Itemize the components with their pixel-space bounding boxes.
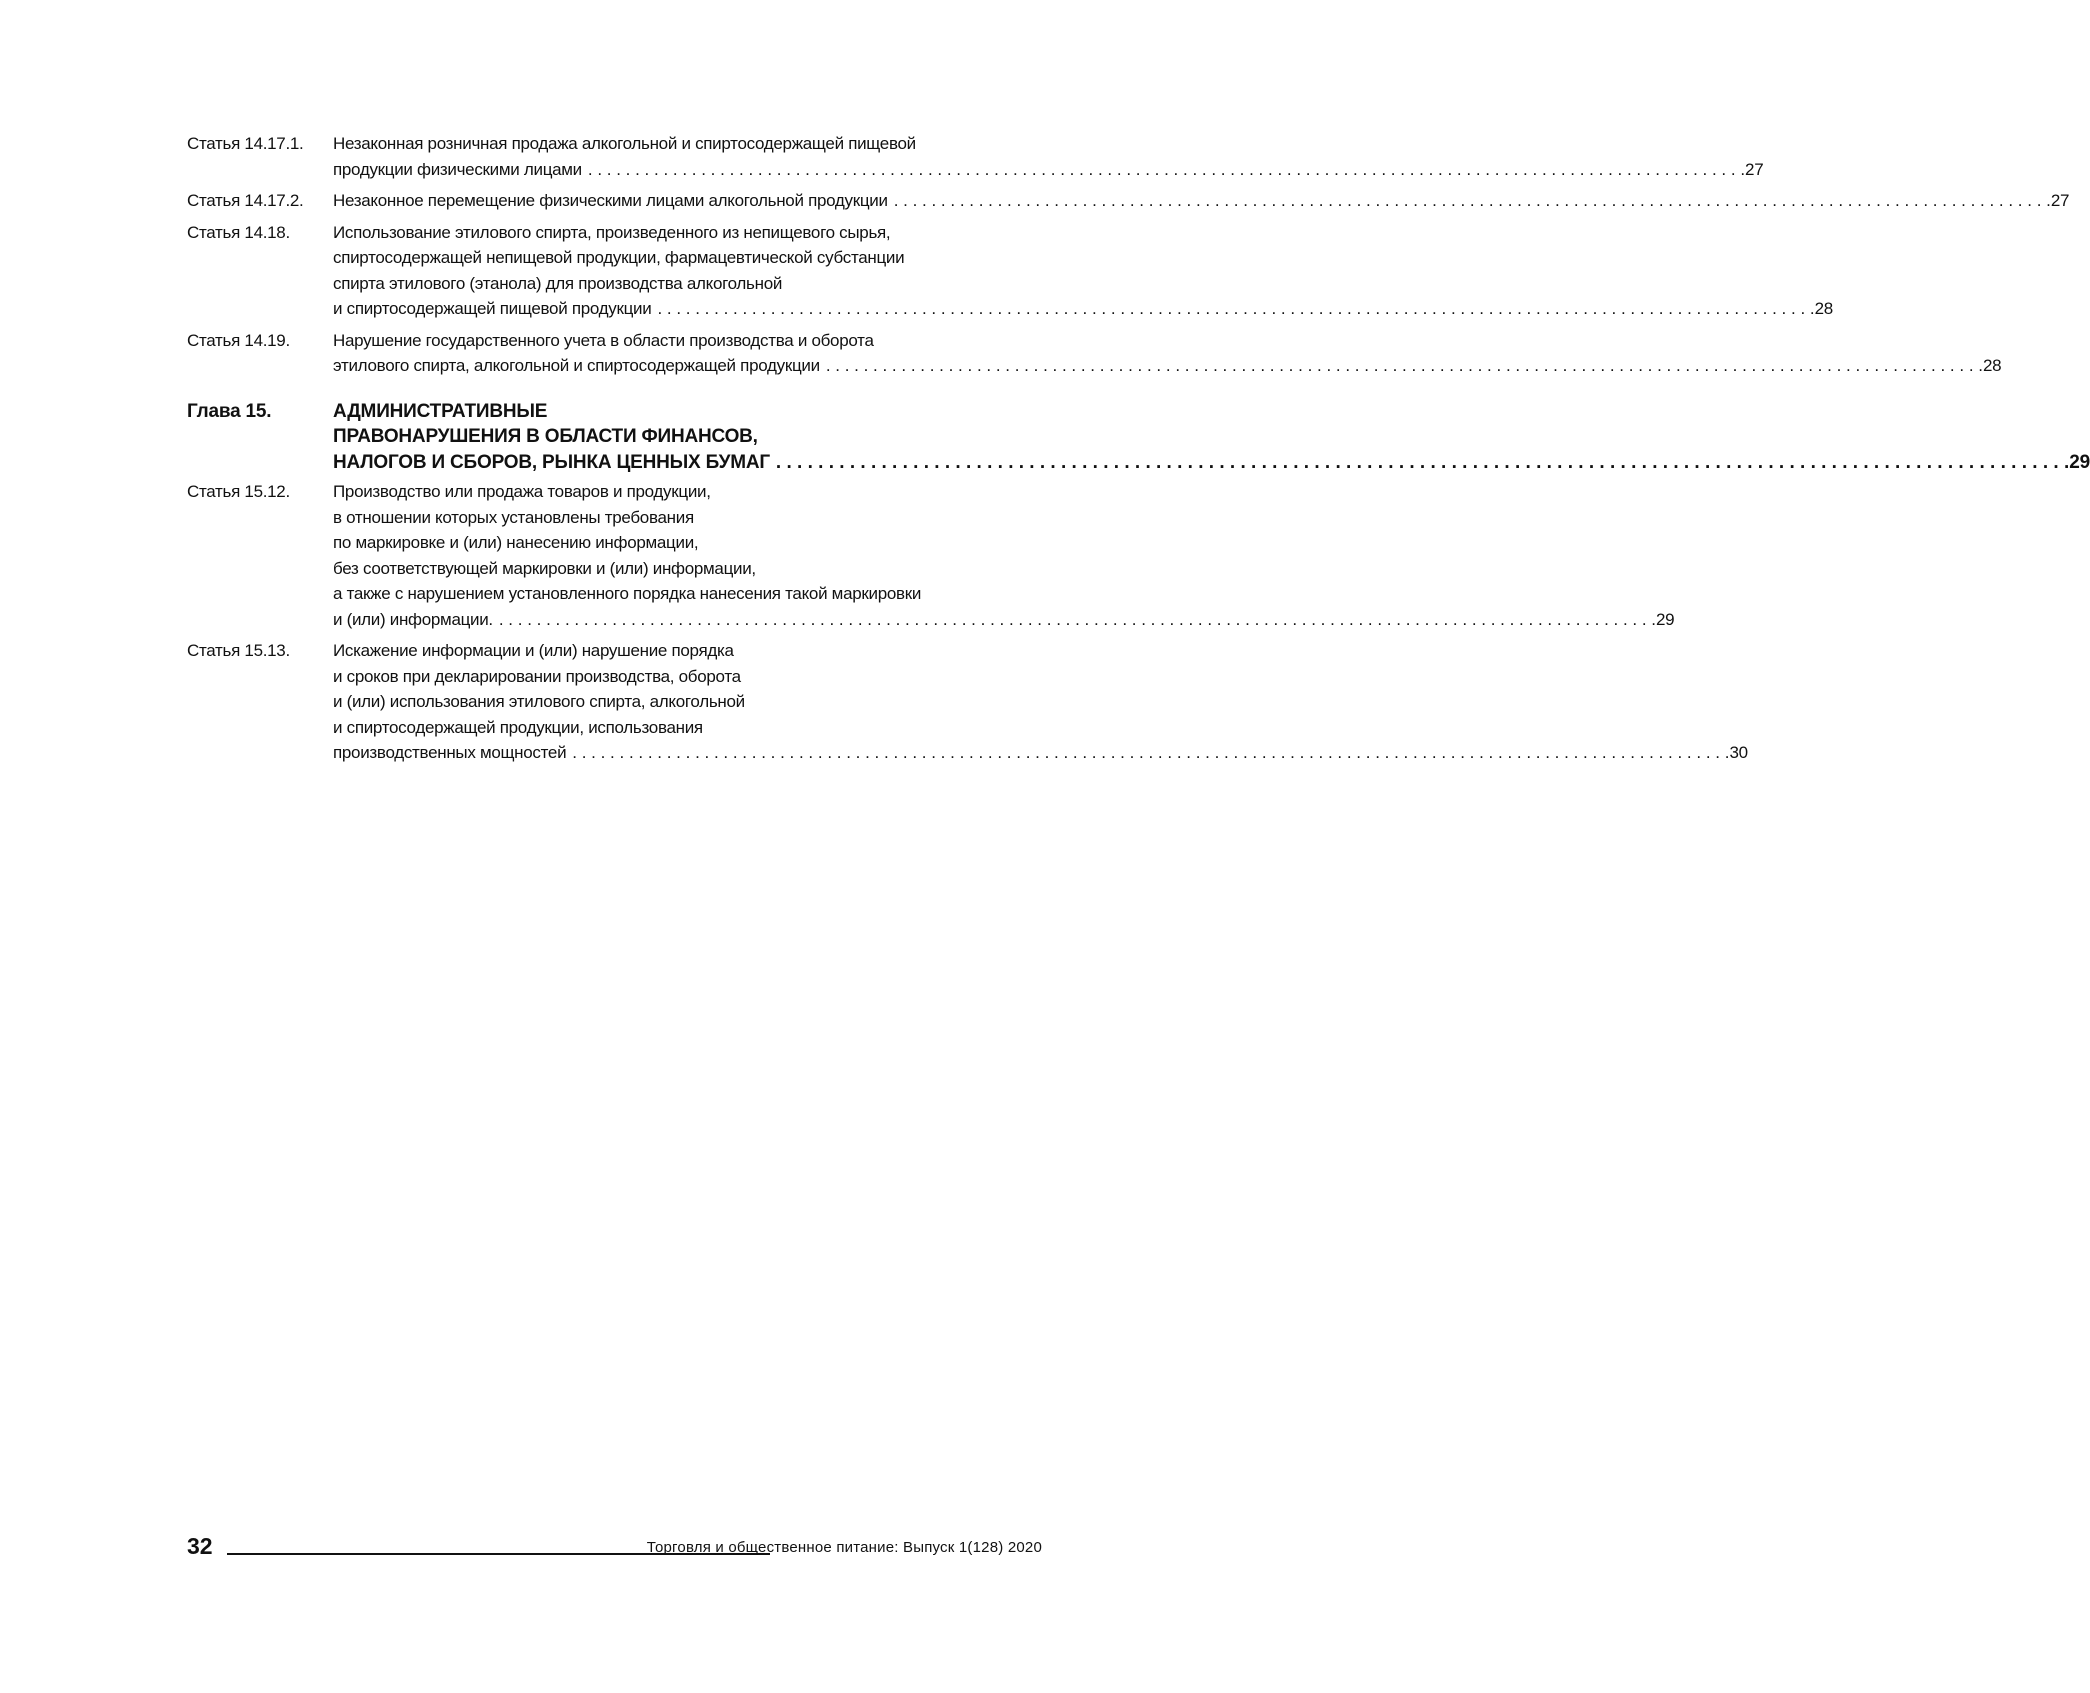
dot-leader [820,353,1983,379]
chapter-number: Глава 15. [187,400,272,422]
entry-page: 27 [1745,159,1764,179]
entry-title-line: Производство или продажа товаров и продукции, [333,482,711,501]
toc-entry [187,638,1748,766]
dot-leader [770,450,2069,476]
entry-title-line: и спиртосодержащей продукции, использования [333,717,703,737]
toc-chapter [187,399,2090,476]
dot-leader [582,157,1745,183]
entry-page: 28 [1982,356,2002,375]
entry-title-line: по маркировке и (или) нанесению информации, [333,533,699,552]
toc-entry [187,328,2002,379]
entry-title [333,220,1833,322]
entry-title-line: и сроков при декларировании производства, оборота [333,666,741,686]
entry-title [333,479,1674,632]
entry-title-line: Незаконное перемещение физическими лицами алкогольной продукции [333,191,888,210]
page-footer [187,1534,1042,1558]
entry-title [333,188,2069,214]
chapter-page: 29 [2069,451,2090,473]
entry-title-line: Нарушение государственного учета в области производства и оборота [333,330,874,350]
entry-title-line: Использование этилового спирта, произведенного из непищевого сырья, [333,222,891,242]
entry-title-line: спиртосодержащей непищевой продукции, фармацевтической субстанции [333,248,905,267]
entry-title-line: и (или) информации. [333,609,493,629]
entry-page: 29 [1656,609,1675,629]
chapter-title-line: АДМИНИСТРАТИВНЫЕ [333,400,548,422]
chapter-title [333,399,2090,476]
entry-number: Статья 14.19. [187,330,290,350]
chapter-title-last-line [333,450,2090,476]
entry-title-line: в отношении которых установлены требования [333,507,694,527]
entry-number: Статья 14.17.1. [187,134,304,153]
entry-title-last-line [333,296,1833,322]
entry-title-last-line [333,607,1674,633]
toc-entry [187,131,1764,182]
entry-title-line: продукции физическими лицами [333,159,582,179]
entry-title-line: этилового спирта, алкогольной и спиртосодержащей продукции [333,356,820,375]
entry-title-line: и (или) использования этилового спирта, алкогольной [333,692,745,711]
dot-leader [651,296,1814,322]
entry-title [333,638,1748,766]
chapter-title-line: ПРАВОНАРУШЕНИЯ В ОБЛАСТИ ФИНАНСОВ, [333,426,758,447]
entry-title-last-line [333,353,2001,379]
entry-page: 28 [1814,299,1833,318]
entry-number: Статья 14.17.2. [187,191,304,210]
chapter-title-line: НАЛОГОВ И СБОРОВ, РЫНКА ЦЕННЫХ БУМАГ [333,451,770,473]
entry-title-line: без соответствующей маркировки и (или) информации, [333,558,756,578]
entry-title-last-line [333,740,1748,766]
entry-title [333,131,1763,182]
entry-title [333,328,2001,379]
entry-page: 27 [2050,191,2070,210]
page-number: 32 [187,1533,213,1559]
entry-title-last-line [333,188,2069,214]
entry-title-line: спирта этилового (этанола) для производства алкогольной [333,273,783,293]
entry-title-last-line [333,157,1763,183]
entry-title-line: и спиртосодержащей пищевой продукции [333,299,652,318]
entry-title-line: производственных мощностей [333,743,567,762]
journal-title: Торговля и общественное питание: Выпуск 1(128) 2020 [646,1539,1042,1556]
table-of-contents [187,131,2090,772]
toc-entry [187,220,1833,322]
entry-number: Статья 15.13. [187,641,290,660]
entry-page: 30 [1729,743,1748,762]
entry-title-line: а также с нарушением установленного порядка нанесения такой маркировки [333,584,922,603]
toc-entry [187,479,1675,632]
entry-number: Статья 14.18. [187,222,290,242]
dot-leader [888,188,2051,214]
entry-number: Статья 15.12. [187,482,290,501]
dot-leader [493,607,1656,633]
dot-leader [566,740,1729,766]
entry-title-line: Незаконная розничная продажа алкогольной и спиртосодержащей пищевой [333,134,916,153]
toc-entry [187,188,2070,214]
entry-title-line: Искажение информации и (или) нарушение порядка [333,641,734,660]
